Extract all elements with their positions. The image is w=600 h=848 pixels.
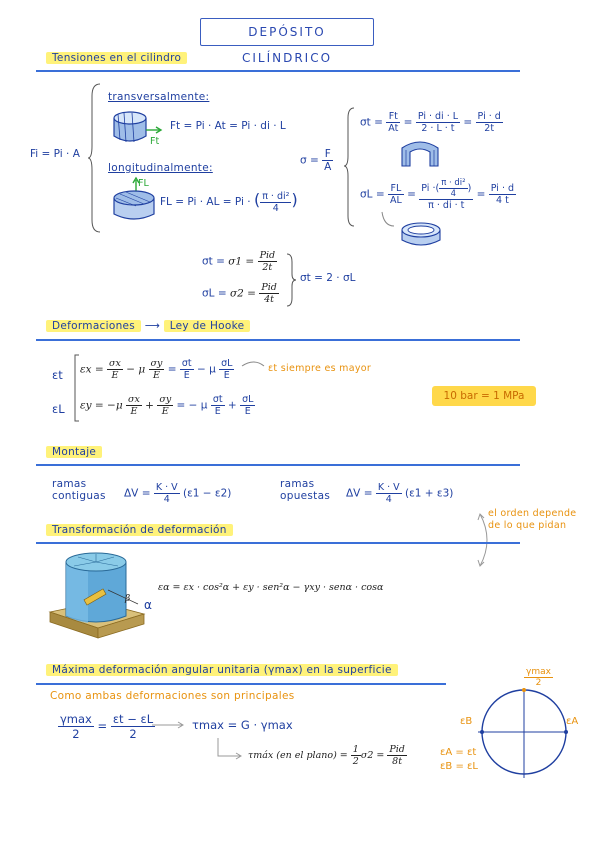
et-label: εt	[52, 368, 63, 382]
circle-top-label: $\frac{\gamma\max}{2}$	[526, 667, 551, 688]
section-heading-maxima: Máxima deformación angular unitaria (γmax) en la superficie	[46, 664, 398, 676]
circle-left-label: εB	[460, 716, 473, 727]
strain-gauge-cylinder-illustration	[48, 552, 148, 642]
dv-contiguas-equation: ΔV = $\frac{K \cdot V}{4}$ (ε1 − ε2)	[124, 482, 232, 505]
gamma-max-equation: $\frac{\gamma\max}{2}$ = $\frac{\varepsilon t - \varepsilon L}{2}$	[60, 712, 154, 741]
note-mayor: εt siempre es mayor	[268, 363, 372, 374]
note-orden: el orden depende de lo que pidan	[488, 508, 577, 531]
section-divider	[36, 683, 446, 685]
sigma1-relation: σt = σ1 = $\frac{\text{Pid}}{2t}$	[202, 250, 276, 273]
left-brace	[88, 82, 102, 234]
tau-plane-equation: τmáx (en el plano) = $\frac{1}{2}$ σ2 = $\frac{\text{Pid}}{8t}$	[248, 744, 405, 767]
section-divider	[36, 464, 520, 466]
strain-transformation-equation: εα = εx · cos²α + εy · sen²α − γxy · senα · cosα	[158, 582, 384, 593]
ft-tag: Ft	[150, 136, 160, 147]
half-cylinder-small-icon	[398, 138, 442, 170]
dv-opuestas-equation: ΔV = $\frac{K \cdot V}{4}$ (ε1 + ε3)	[346, 482, 454, 505]
el-label: εL	[52, 402, 65, 416]
elbow-arrow-icon	[216, 736, 244, 760]
note-arrow-icon	[240, 358, 266, 374]
tau-max-equation: τmax = G · γmax	[192, 718, 293, 732]
sigma-equation: σ = $\frac{F}{A}$	[300, 148, 332, 173]
section-heading-montaje: Montaje	[46, 446, 102, 458]
cylinder-section-icon	[108, 176, 158, 224]
alpha-label: α	[144, 598, 152, 612]
ramas-opuestas-label: ramas opuestas	[280, 478, 331, 502]
sigma-l-equation: σL = $\frac{FL}{AL}$ = Pi ·( $\frac{\text{π · di²}}{4}$ ) π · di · t = $\frac{Pi \cdot d}{4 t}$	[360, 178, 515, 211]
longitudinal-label: longitudinalmente:	[108, 162, 213, 174]
curved-arrow-icon	[474, 512, 494, 570]
fi-equation: Fi = Pi · A	[30, 148, 80, 160]
mohr-circle-diagram	[476, 684, 568, 780]
sigma-t-equation: σt = $\frac{Ft}{At}$ = $\frac{Pi \cdot di \cdot L}{2 \cdot L \cdot t}$ = $\frac{Pi \cdot d}{2t}$	[360, 111, 501, 134]
fl-tag: FL	[138, 178, 149, 189]
unit-note-badge: 10 bar = 1 MPa	[432, 386, 536, 406]
curved-arrow-icon	[380, 210, 396, 230]
arrow-right-icon	[150, 720, 186, 730]
section-heading-deformaciones: Deformaciones ⟶ Ley de Hooke	[46, 320, 250, 332]
right-brace	[344, 106, 356, 228]
page-title: DEPÓSITO CILÍNDRICO	[200, 18, 374, 46]
sigma2-relation: σL = σ2 = $\frac{\text{Pid}}{4t}$	[202, 282, 277, 305]
ramas-contiguas-label: ramas contiguas	[52, 478, 106, 502]
section-heading-transformacion: Transformación de deformación	[46, 524, 233, 536]
el-equation: εy = −μ $\frac{\sigma x}{E}$ + $\frac{\sigma y}{E}$ = − μ $\frac{\sigma t}{E}$ + $\frac{\sigma L}{E}$	[80, 394, 254, 417]
transversal-label: transversalmente:	[108, 91, 210, 103]
circle-right-label: εA	[566, 716, 579, 727]
ft-equation: Ft = Pi · At = Pi · di · L	[170, 120, 286, 132]
fl-equation: FL = Pi · AL = Pi · ( $\frac{\text{π · di²}}{4}$ )	[160, 190, 298, 214]
et-equation: εx = $\frac{\sigma x}{E}$ − μ $\frac{\sigma y}{E}$ = $\frac{\sigma t}{E}$ − μ $\frac{\sigma L}{E}$	[80, 358, 233, 381]
ring-section-icon	[398, 220, 444, 250]
small-brace	[286, 252, 296, 308]
section-divider	[36, 542, 520, 544]
sigma-relation: σt = 2 · σL	[300, 272, 356, 284]
principales-note: Como ambas deformaciones son principales	[50, 690, 295, 702]
principal-strain-equalities: εA = εt εB = εL	[440, 747, 478, 772]
beta-label: β	[125, 594, 131, 604]
section-heading-tensiones: Tensiones en el cilindro	[46, 52, 187, 64]
section-divider	[36, 339, 520, 341]
section-divider	[36, 70, 520, 72]
